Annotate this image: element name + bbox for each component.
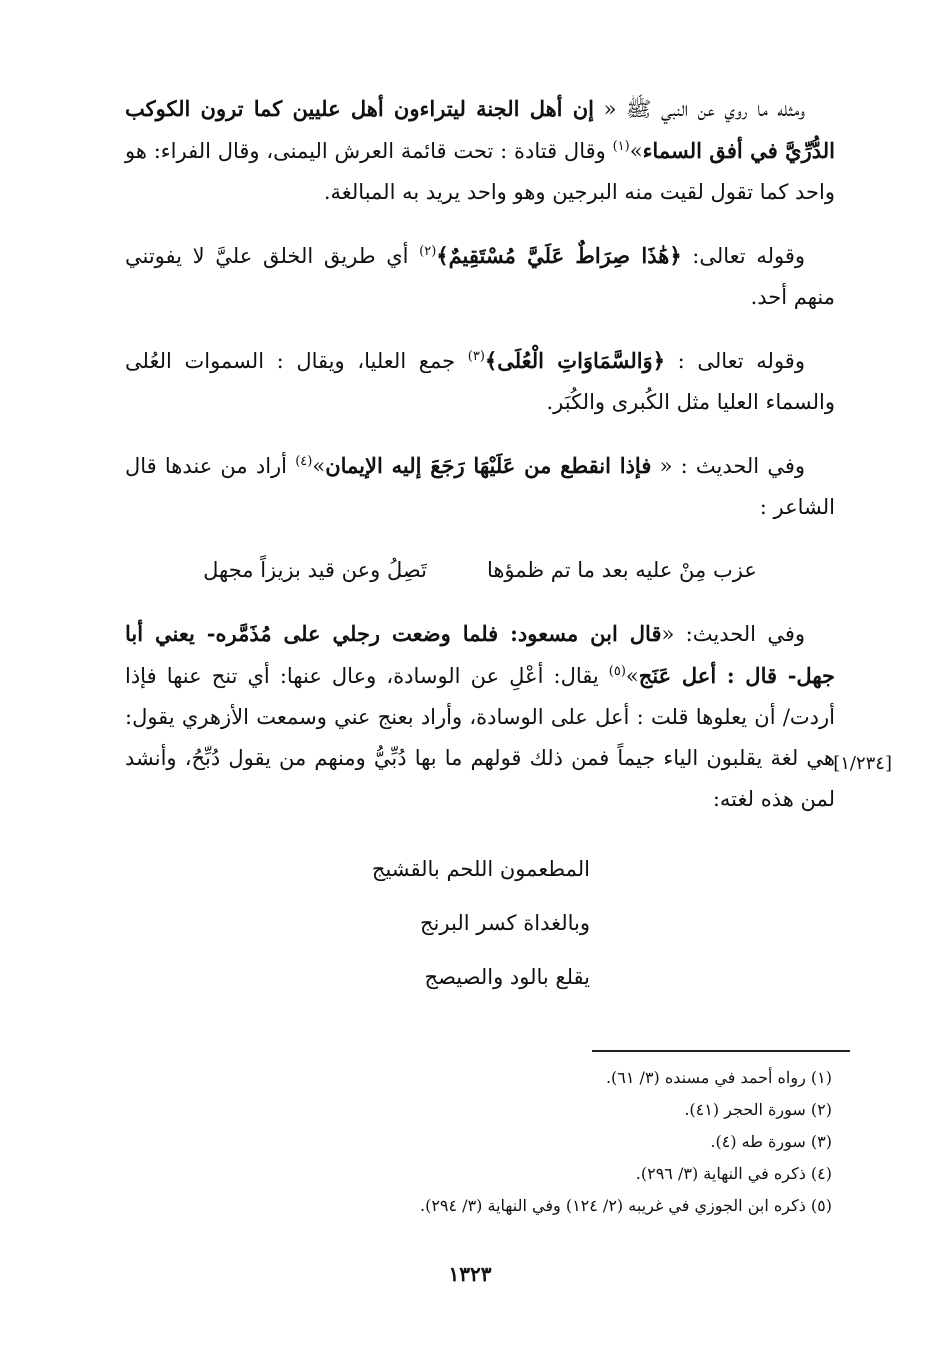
text-run: وقوله تعالى: <box>681 244 806 268</box>
poem-line: يقلع بالود والصيصج <box>424 965 590 989</box>
text-run: » <box>312 454 326 478</box>
verse-line <box>125 550 835 591</box>
footnote: (١) رواه أحمد في مسنده (٣/ ٦١). <box>605 1068 832 1087</box>
text-run: وقال قتادة : تحت قائمة العرش اليمنى، وقال الفراء: هو واحد كما تقول لقيت منه البرجين وهو واحد يريد به المبالغة. <box>125 139 835 204</box>
quoted-text: قال ابن مسعود: فلما وضعت رجلي على مُذَمَّره- يعني أبا جهل- قال : أعل عَنَج <box>125 621 835 688</box>
paragraph <box>125 445 835 528</box>
quoted-text: فإذا انقطع من عَلَيْهَا رَجَعَ إليه الإيمان <box>325 453 652 478</box>
quoted-text: ﴿وَالسَّمَاوَاتِ الْعُلَى﴾ <box>484 348 665 373</box>
quoted-text: ﴿هَٰذَا صِرَاطٌ عَلَيَّ مُسْتَقِيمٌ﴾ <box>436 243 682 268</box>
hemistich: عزب مِنْ عليه بعد ما تم ظمؤها <box>486 558 757 582</box>
text-run: » <box>625 664 639 688</box>
footnote: (٢) سورة الحجر (٤١). <box>684 1100 832 1119</box>
footnote-separator <box>592 1050 850 1052</box>
text-run: وفي الحديث: « <box>661 622 806 646</box>
text-run: يقال: أعْلِ عن الوسادة، وعال عنها: أي تنح عنها فإذا أردت/ أن يعلوها قلت : أعل على الوسادة، وأراد بعنج عني وسمعت الأزهري يقول: هي لغة يقلبون الياء جيماً فمن ذلك قولهم ما بها دُبِّيُّ ومنهم من يقول دُبِّحُ، وأنشد لمن هذه لغته: <box>125 664 835 811</box>
manuscript-folio-ref: [١/٢٣٤] <box>833 753 892 774</box>
text-run: وقوله تعالى : <box>665 349 805 373</box>
footnote: (٣) سورة طه (٤). <box>710 1132 832 1151</box>
margin-reference <box>833 753 892 774</box>
paragraph <box>125 88 835 213</box>
text-run: أي طريق الخلق عليَّ لا يفوتني منهم أحد. <box>125 244 835 309</box>
text-run: ومثله ما روي عن النبي ﷺ « <box>594 97 805 121</box>
paragraph <box>125 613 835 820</box>
footnote-marker: (٢) <box>419 244 437 259</box>
poem-line: وبالغداة كسر البرنج <box>420 911 590 935</box>
footnote: (٥) ذكره ابن الجوزي في غريبه (٢/ ١٢٤) وفي النهاية (٣/ ٢٩٤). <box>419 1196 832 1215</box>
footnote-marker: (٣) <box>467 349 485 364</box>
paragraph <box>125 340 835 423</box>
text-run: أراد من عندها قال الشاعر : <box>125 454 835 519</box>
footnote-marker: (٤) <box>295 454 313 469</box>
paragraph <box>125 235 835 318</box>
page-number: ١٣٢٣ <box>448 1262 492 1286</box>
footnote: (٤) ذكره في النهاية (٣/ ٢٩٦). <box>635 1164 832 1183</box>
quoted-text: إن أهل الجنة ليتراءون أهل عليين كما ترون الكوكب الدُّرِّيَّ في أفق السماء <box>125 96 835 163</box>
footnotes <box>132 1062 832 1222</box>
poem-line: المطعمون اللحم بالقشيج <box>371 857 590 881</box>
footnote-marker: (١) <box>612 139 630 154</box>
footnote-marker: (٥) <box>608 664 626 679</box>
main-text <box>125 88 835 1004</box>
hemistich: تَصِلُ وعن قيد بزيزاً مجهل <box>203 558 427 582</box>
poem <box>125 842 835 1004</box>
text-run: وفي الحديث : « <box>651 454 806 478</box>
text-run: جمع العليا، ويقال : السموات العُلى والسماء العليا مثل الكُبرى والكُبَر. <box>125 349 835 414</box>
text-run: » <box>629 139 643 163</box>
